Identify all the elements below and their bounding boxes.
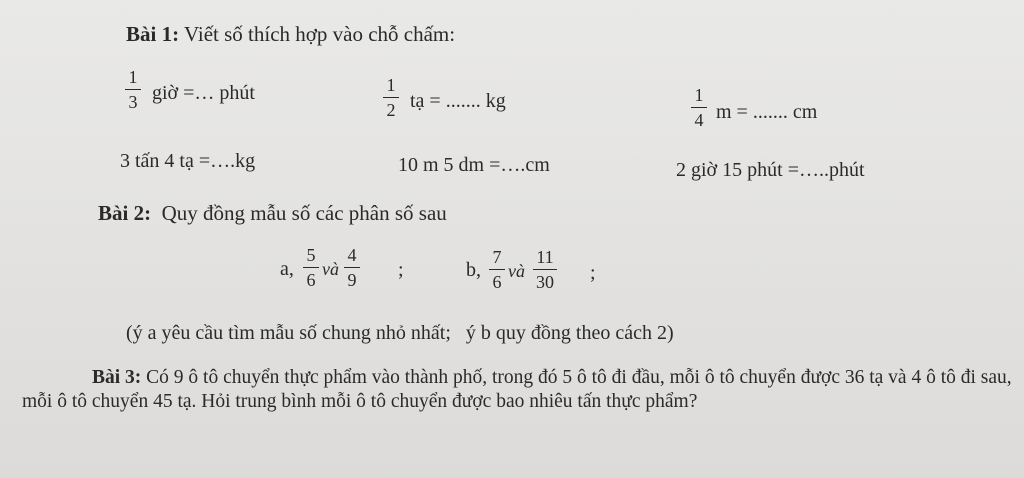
bai1-heading [126, 22, 455, 47]
fraction-denominator: 6 [306, 270, 316, 290]
fraction-denominator: 2 [386, 100, 396, 120]
fraction-denominator: 6 [492, 272, 502, 292]
bai2-b-word: và [508, 261, 525, 281]
fraction-numerator: 4 [347, 245, 357, 265]
fraction-denominator: 3 [128, 92, 138, 112]
fraction-numerator: 1 [128, 67, 138, 87]
bai1-text: Viết số thích hợp vào chỗ chấm: [179, 22, 456, 46]
fraction-4-9 [343, 246, 361, 289]
fraction-denominator: 9 [347, 270, 357, 290]
row1-item3-text: m = ....... cm [716, 101, 818, 123]
bai2-note: (ý a yêu cầu tìm mẫu số chung nhỏ nhất; ý b quy đồng theo cách 2) [126, 322, 674, 344]
bai3-paragraph [22, 366, 1012, 414]
row1-item2-text: tạ = ....... kg [410, 90, 506, 112]
bai2-text: Quy đồng mẫu số các phân số sau [151, 201, 447, 225]
bai2-label: Bài 2: [98, 201, 152, 225]
bai2-a-prefix: a, [280, 258, 294, 280]
fraction-11-30 [532, 248, 558, 291]
bai2-heading [98, 201, 447, 226]
fraction-1-4 [690, 86, 708, 129]
fraction-numerator: 5 [306, 245, 316, 265]
fraction-numerator: 7 [492, 247, 502, 267]
bai3-label: Bài 3: [92, 367, 142, 388]
fraction-1-3 [124, 68, 142, 111]
fraction-numerator: 11 [536, 247, 554, 267]
fraction-1-2 [382, 76, 400, 119]
bai2-a-word: và [322, 259, 339, 279]
row2-item3: 2 giờ 15 phút =…..phút [676, 159, 865, 181]
bai2-a-separator: ; [398, 259, 404, 281]
fraction-denominator: 4 [694, 110, 704, 130]
fraction-7-6 [488, 248, 506, 291]
row2-item2: 10 m 5 dm =….cm [398, 154, 550, 176]
row1-item1-text: giờ =… phút [152, 82, 255, 104]
row2-item1: 3 tấn 4 tạ =….kg [120, 150, 256, 172]
fraction-denominator: 30 [536, 272, 554, 292]
bai3-text: Có 9 ô tô chuyển thực phẩm vào thành phố, trong đó 5 ô tô đi đầu, mỗi ô tô chuyển được 36 tạ và 4 ô tô đi sau, mỗi ô tô chuyển 45 tạ. Hỏi trung bình mỗi ô tô chuyển được bao nhiêu tấn thực phẩm? [22, 367, 1012, 412]
bai2-b-prefix: b, [466, 259, 481, 281]
bai1-label: Bài 1: [126, 22, 180, 46]
fraction-numerator: 1 [386, 75, 396, 95]
fraction-numerator: 1 [694, 85, 704, 105]
bai2-b-separator: ; [590, 262, 596, 284]
fraction-5-6 [302, 246, 320, 289]
